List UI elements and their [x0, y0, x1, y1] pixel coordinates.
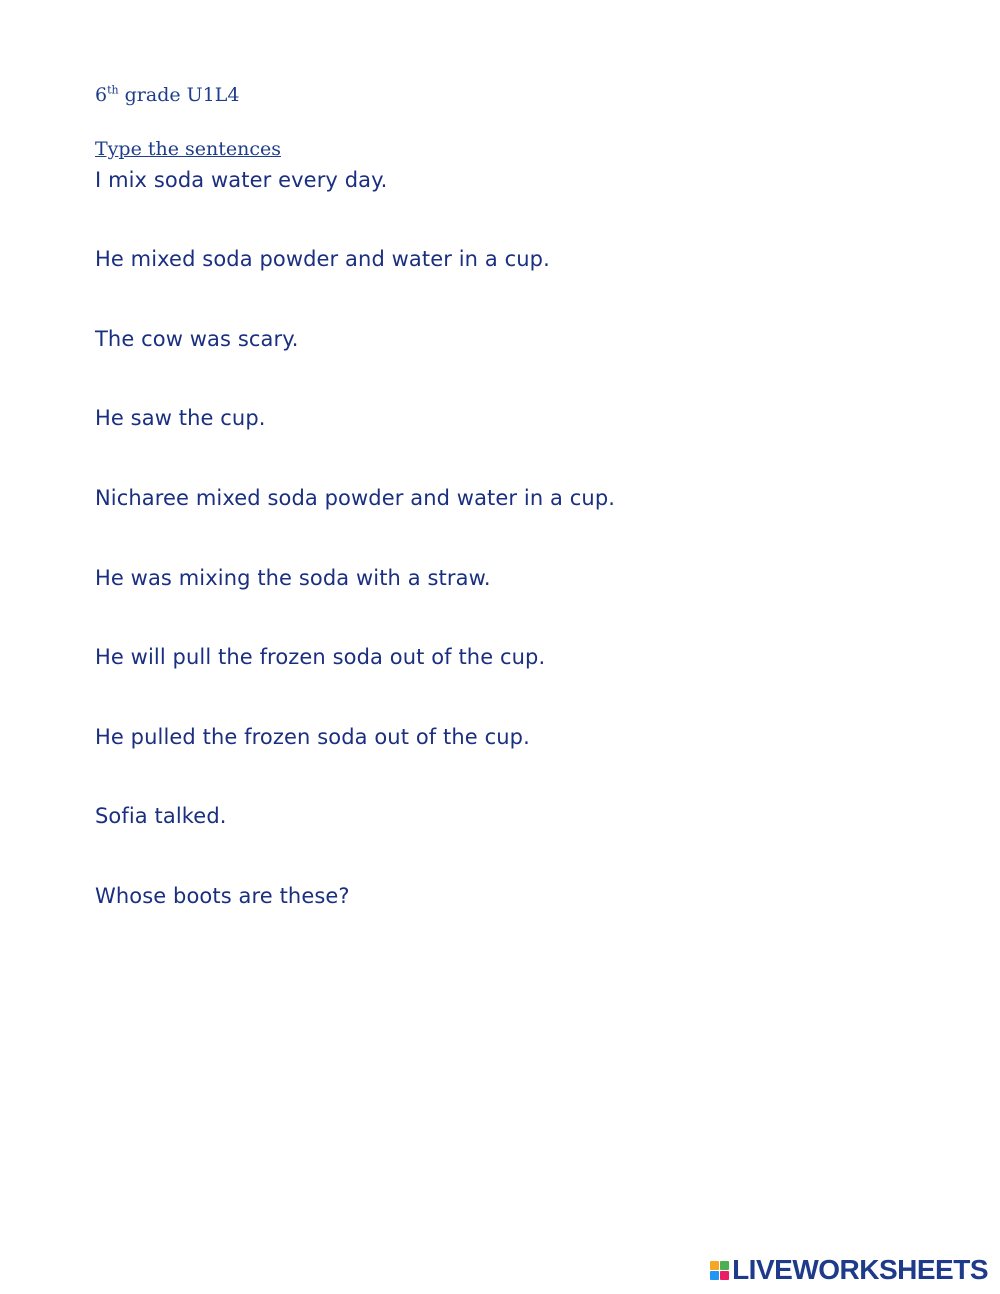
instruction-heading: Type the sentences	[95, 138, 281, 160]
sentence-5: Nicharee mixed soda powder and water in a cup.	[95, 486, 616, 510]
brand-name: LIVEWORKSHEETS	[732, 1254, 988, 1285]
sentence-7: He will pull the frozen soda out of the cup.	[95, 645, 546, 669]
sentence-6: He was mixing the soda with a straw.	[95, 566, 491, 590]
liveworksheets-logo-icon	[710, 1261, 729, 1280]
sentence-10: Whose boots are these?	[95, 884, 350, 908]
sentence-4: He saw the cup.	[95, 406, 266, 430]
sentence-2: He mixed soda powder and water in a cup.	[95, 247, 550, 271]
sentence-8: He pulled the frozen soda out of the cup.	[95, 725, 530, 749]
sentence-9: Sofia talked.	[95, 804, 227, 828]
grade-number: 6	[95, 84, 108, 106]
sentence-3: The cow was scary.	[95, 327, 299, 351]
sentence-1: I mix soda water every day.	[95, 168, 388, 192]
grade-lesson-label: grade U1L4	[118, 84, 240, 106]
grade-suffix: th	[107, 83, 119, 97]
liveworksheets-brand	[710, 1256, 988, 1284]
grade-lesson-heading	[95, 84, 239, 106]
